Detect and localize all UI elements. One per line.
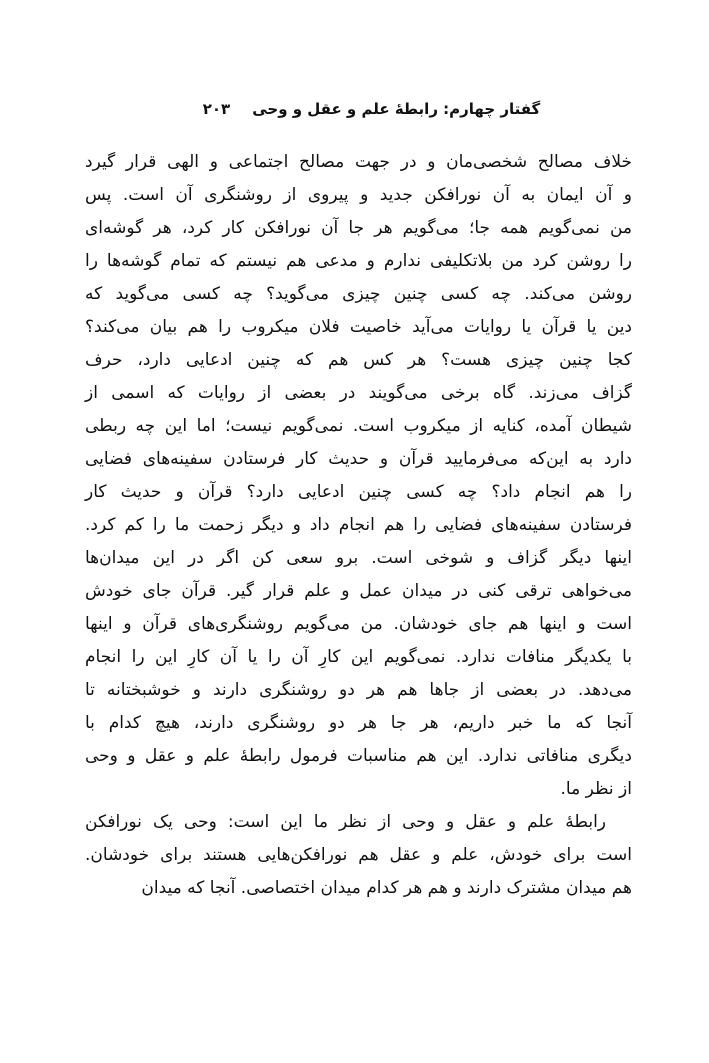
- text-line: گزاف می‌زند. گاه برخی می‌گویند در بعضی از روایات که اسمی از: [85, 383, 632, 403]
- text-line: هم میدان مشترک دارند و هم هر کدام میدان اختصاصی. آنجا که میدان: [141, 878, 632, 898]
- running-header: [17, 100, 709, 118]
- text-line: روشن می‌کند. چه کسی چنین چیزی می‌گوید؟ چه کسی می‌گوید که: [85, 284, 632, 304]
- text-line: دیگری منافاتی ندارد. این هم مناسبات فرمول رابطهٔ علم و عقل و وحی: [85, 746, 632, 766]
- text-line: و آن ایمان به آن نورافکن جدید و پیروی از روشنگری آن است. پس: [85, 185, 632, 205]
- text-line: دین یا قرآن یا روایات می‌آید خاصیت فلان میکروب را هم بیان می‌کند؟: [85, 317, 632, 337]
- text-line: با یکدیگر منافات ندارد. نمی‌گویم این کارِ آن را یا آن کارِ این را انجام: [85, 647, 632, 667]
- text-line: شیطان آمده، کنایه از میکروب است. نمی‌گویم نیست؛ اما این چه ربطی: [85, 416, 632, 436]
- chapter-title: گفتار چهارم: رابطهٔ علم و عقل و وحی: [252, 100, 541, 118]
- text-line: است برای خودش، علم و عقل هم نورافکن‌هایی هستند برای خودشان.: [85, 845, 632, 865]
- text-line: فرستادن سفینه‌های فضایی را هم انجام داد و دیگر زحمت ما را کم کرد.: [85, 515, 632, 535]
- text-line: را روشن کرد من بلاتکلیفی ندارم و مدعی هم نیستم که تمام گوشه‌ها را: [85, 251, 632, 271]
- text-line: می‌خواهی ترقی کنی در میدان عمل و علم قرار گیر. قرآن جای خودش: [85, 581, 632, 601]
- text-line: کجا چنین چیزی هست؟ هر کس هم که چنین ادعایی دارد، حرف: [85, 350, 632, 370]
- text-line: است و اینها هم جای خودشان. من می‌گویم روشنگری‌های قرآن و اینها: [85, 614, 632, 634]
- text-line: دارد به این‌که می‌فرمایید قرآن و حدیث کار فرستادن سفینه‌های فضایی: [85, 449, 632, 469]
- text-line: من نمی‌گویم همه جا؛ می‌گویم هر جا آن نورافکن کار کرد، هر گوشه‌ای: [85, 218, 632, 238]
- text-line: خلاف مصالح شخصی‌مان و در جهت مصالح اجتماعی و الهی قرار گیرد: [85, 152, 632, 172]
- text-line: را هم انجام داد؟ چه کسی چنین ادعایی دارد؟ قرآن و حدیث کار: [85, 482, 632, 502]
- text-line: می‌دهد. در بعضی از جاها هم هر دو روشنگری دارند و خوشبختانه تا: [85, 680, 632, 700]
- page-body: [85, 146, 632, 905]
- text-line: اینها دیگر گزاف و شوخی است. برو سعی کن اگر در این میدان‌ها: [85, 548, 632, 568]
- text-line: رابطهٔ علم و عقل و وحی از نظر ما این است: وحی یک نورافکن: [85, 812, 606, 832]
- page-number: ۲۰۳: [202, 100, 231, 118]
- text-line: آنجا که ما خبر داریم، هر جا هر دو روشنگری دارند، هیچ کدام با: [85, 713, 632, 733]
- text-line: از نظر ما.: [560, 779, 632, 799]
